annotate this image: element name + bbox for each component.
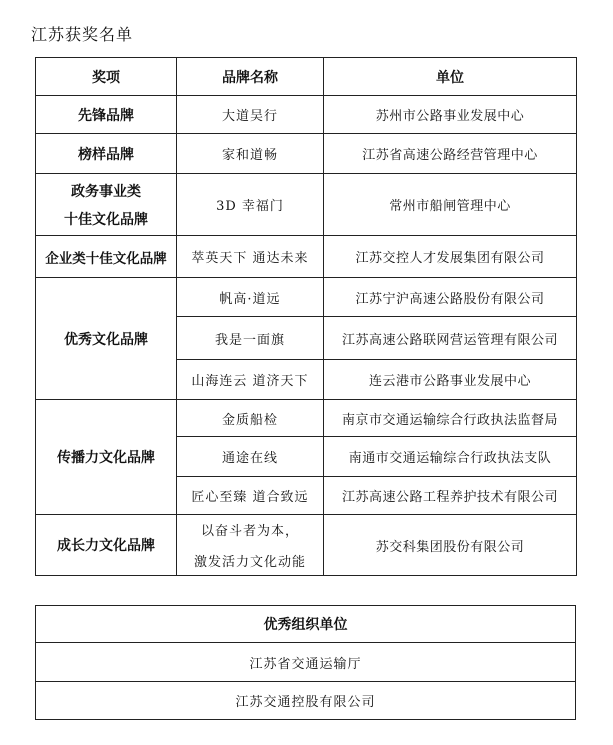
unit-cell: 常州市船闸管理中心 — [324, 174, 577, 236]
header-unit: 单位 — [324, 58, 577, 96]
unit-cell: 江苏高速公路联网营运管理有限公司 — [324, 317, 577, 360]
brand-cell: 我是一面旗 — [177, 317, 324, 360]
table-header-row — [36, 58, 577, 96]
table-row — [36, 400, 577, 437]
brand-cell: 山海连云 道济天下 — [177, 360, 324, 400]
organization-table — [35, 605, 576, 720]
table-row — [36, 174, 577, 236]
organization-cell: 江苏省交通运输厅 — [36, 643, 576, 682]
header-organization: 优秀组织单位 — [36, 606, 576, 643]
brand-cell: 金质船检 — [177, 400, 324, 437]
table-row — [36, 236, 577, 278]
brand-line: 以奋斗者为本， — [200, 524, 299, 539]
header-brand: 品牌名称 — [177, 58, 324, 96]
award-cell — [36, 174, 177, 236]
brand-cell — [177, 515, 324, 576]
award-cell: 企业类十佳文化品牌 — [36, 236, 177, 278]
awards-table — [35, 57, 577, 576]
unit-cell: 南京市交通运输综合行政执法监督局 — [324, 400, 577, 437]
brand-cell: 家和道畅 — [177, 134, 324, 174]
table-header-row — [36, 606, 576, 643]
table-row — [36, 643, 576, 682]
brand-cell: 通途在线 — [177, 437, 324, 477]
unit-cell: 苏州市公路事业发展中心 — [324, 96, 577, 134]
brand-line: 激发活力文化动能 — [193, 555, 306, 570]
unit-cell: 江苏高速公路工程养护技术有限公司 — [324, 477, 577, 515]
table-row — [36, 278, 577, 317]
award-cell: 榜样品牌 — [36, 134, 177, 174]
table-row — [36, 96, 577, 134]
unit-cell: 江苏省高速公路经营管理中心 — [324, 134, 577, 174]
award-cell: 成长力文化品牌 — [36, 515, 177, 576]
table-row — [36, 515, 577, 576]
header-award: 奖项 — [36, 58, 177, 96]
brand-cell: 3D 幸福门 — [177, 174, 324, 236]
award-line: 政务事业类 — [71, 183, 141, 200]
unit-cell: 江苏交控人才发展集团有限公司 — [324, 236, 577, 278]
organization-cell: 江苏交通控股有限公司 — [36, 682, 576, 720]
unit-cell: 江苏宁沪高速公路股份有限公司 — [324, 278, 577, 317]
award-cell: 传播力文化品牌 — [36, 400, 177, 515]
award-line: 十佳文化品牌 — [64, 211, 148, 228]
unit-cell: 连云港市公路事业发展中心 — [324, 360, 577, 400]
document-title: 江苏获奖名单 — [31, 25, 134, 44]
award-cell: 先锋品牌 — [36, 96, 177, 134]
table-row — [36, 682, 576, 720]
table-row — [36, 134, 577, 174]
brand-cell: 大道吴行 — [177, 96, 324, 134]
brand-cell: 匠心至臻 道合致远 — [177, 477, 324, 515]
brand-cell: 萃英天下 通达未来 — [177, 236, 324, 278]
unit-cell: 苏交科集团股份有限公司 — [324, 515, 577, 576]
brand-cell: 帆高·道远 — [177, 278, 324, 317]
unit-cell: 南通市交通运输综合行政执法支队 — [324, 437, 577, 477]
award-cell: 优秀文化品牌 — [36, 278, 177, 400]
